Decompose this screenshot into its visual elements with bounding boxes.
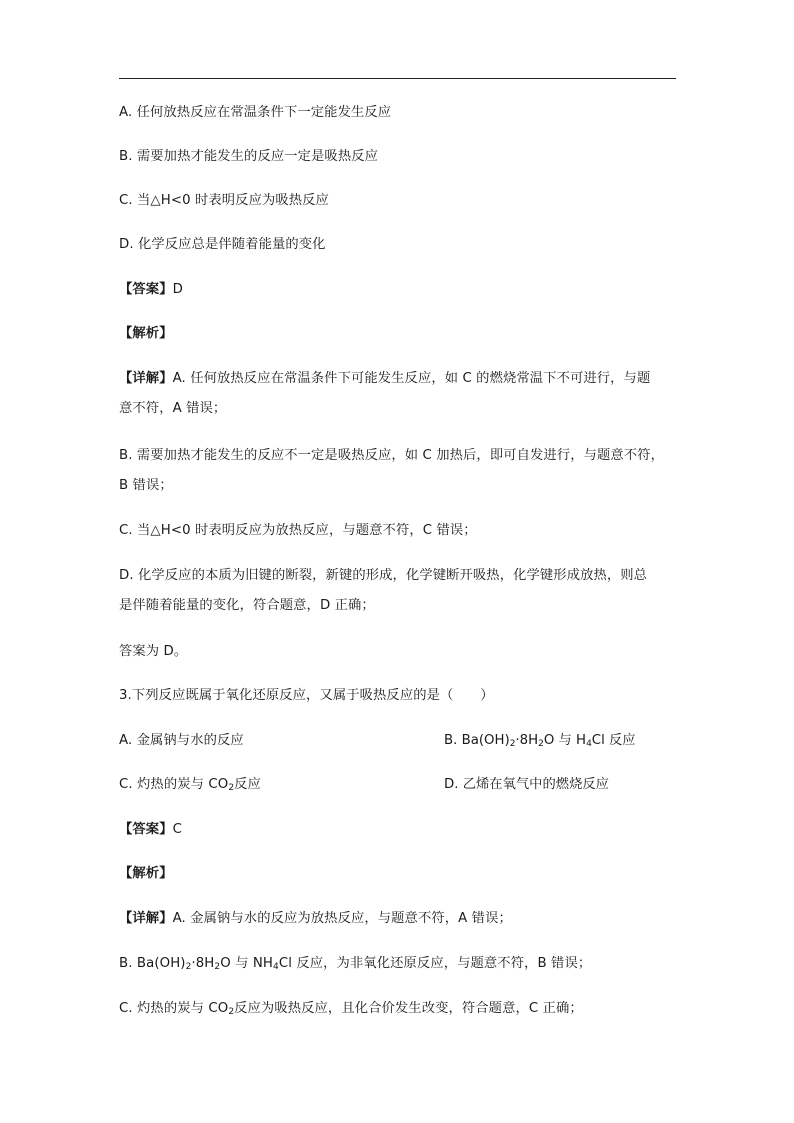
d3-b-part1: B. Ba(OH) bbox=[119, 956, 186, 971]
detail3-c-line bbox=[119, 999, 679, 1019]
d3-b-part3: O 与 NH bbox=[220, 956, 274, 971]
d3-c-sub: 2 bbox=[228, 1007, 235, 1017]
answer3-value: C bbox=[172, 822, 182, 837]
detail-a-text: A. 任何放热反应在常温条件下可能发生反应，如 C 的燃烧常温下不可进行，与题 bbox=[172, 371, 651, 386]
detail3-label: 【详解】 bbox=[119, 911, 173, 926]
option-b: B. 需要加热才能发生的反应一定是吸热反应 bbox=[119, 149, 379, 164]
option-c: C. 当△H<0 时表明反应为吸热反应 bbox=[119, 193, 329, 208]
d3-b-part2: ·8H bbox=[191, 956, 215, 971]
answer-line bbox=[119, 280, 679, 300]
analysis3-label: 【解析】 bbox=[119, 866, 173, 881]
option-d: D. 化学反应总是伴随着能量的变化 bbox=[119, 237, 326, 252]
q3-b-sub1: 2 bbox=[509, 739, 516, 749]
answer3-label: 【答案】 bbox=[119, 822, 173, 837]
q3-option-d: D. 乙烯在氧气中的燃烧反应 bbox=[444, 777, 609, 792]
answer3-line bbox=[119, 820, 679, 840]
q3-c-part1: C. 灼热的炭与 CO bbox=[119, 777, 229, 792]
question-3-stem: 3.下列反应既属于氧化还原反应，又属于吸热反应的是（ ） bbox=[119, 688, 494, 703]
detail-c-line: C. 当△H<0 时表明反应为放热反应，与题意不符，C 错误； bbox=[119, 523, 477, 538]
detail-a-line1 bbox=[119, 369, 679, 389]
detail-d-line1: D. 化学反应的本质为旧键的断裂，新键的形成，化学键断开吸热，化学键形成放热，则总 bbox=[119, 568, 648, 583]
d3-b-part4: Cl 反应，为非氧化还原反应，与题意不符，B 错误； bbox=[278, 956, 592, 971]
header-rule bbox=[119, 78, 676, 79]
detail3-a-text: A. 金属钠与水的反应为放热反应，与题意不符，A 错误； bbox=[172, 911, 512, 926]
q3-c-sub: 2 bbox=[228, 783, 235, 793]
answer-label: 【答案】 bbox=[119, 282, 173, 297]
d3-c-part2: 反应为吸热反应，且化合价发生改变，符合题意，C 正确； bbox=[234, 1001, 583, 1016]
detail-b-line1: B. 需要加热才能发生的反应不一定是吸热反应，如 C 加热后，即可自发进行，与题意不符， bbox=[119, 448, 664, 463]
d3-b-sub2: 2 bbox=[214, 962, 221, 972]
q3-b-part3: O 与 H bbox=[543, 733, 587, 748]
q3-option-a: A. 金属钠与水的反应 bbox=[119, 733, 244, 748]
q3-b-part1: B. Ba(OH) bbox=[444, 733, 510, 748]
q3-c-part2: 反应 bbox=[234, 777, 261, 792]
conclusion-line: 答案为 D。 bbox=[119, 644, 188, 659]
answer-value: D bbox=[172, 282, 183, 297]
detail-label: 【详解】 bbox=[119, 371, 173, 386]
detail-b-line2: B 错误； bbox=[119, 478, 173, 493]
q3-option-b bbox=[444, 731, 636, 751]
q3-b-sub3: 4 bbox=[586, 739, 592, 749]
q3-b-part4: Cl 反应 bbox=[591, 733, 636, 748]
detail-d-line2: 是伴随着能量的变化，符合题意，D 正确； bbox=[119, 598, 375, 613]
detail-a-line2: 意不符，A 错误； bbox=[119, 401, 227, 416]
d3-b-sub3: 4 bbox=[273, 962, 279, 972]
detail3-b-line bbox=[119, 954, 679, 974]
d3-b-sub1: 2 bbox=[185, 962, 192, 972]
d3-c-part1: C. 灼热的炭与 CO bbox=[119, 1001, 229, 1016]
q3-b-part2: ·8H bbox=[515, 733, 539, 748]
analysis-label: 【解析】 bbox=[119, 326, 173, 341]
option-a: A. 任何放热反应在常温条件下一定能发生反应 bbox=[119, 105, 392, 120]
detail3-a-line bbox=[119, 909, 679, 929]
q3-b-sub2: 2 bbox=[538, 739, 544, 749]
